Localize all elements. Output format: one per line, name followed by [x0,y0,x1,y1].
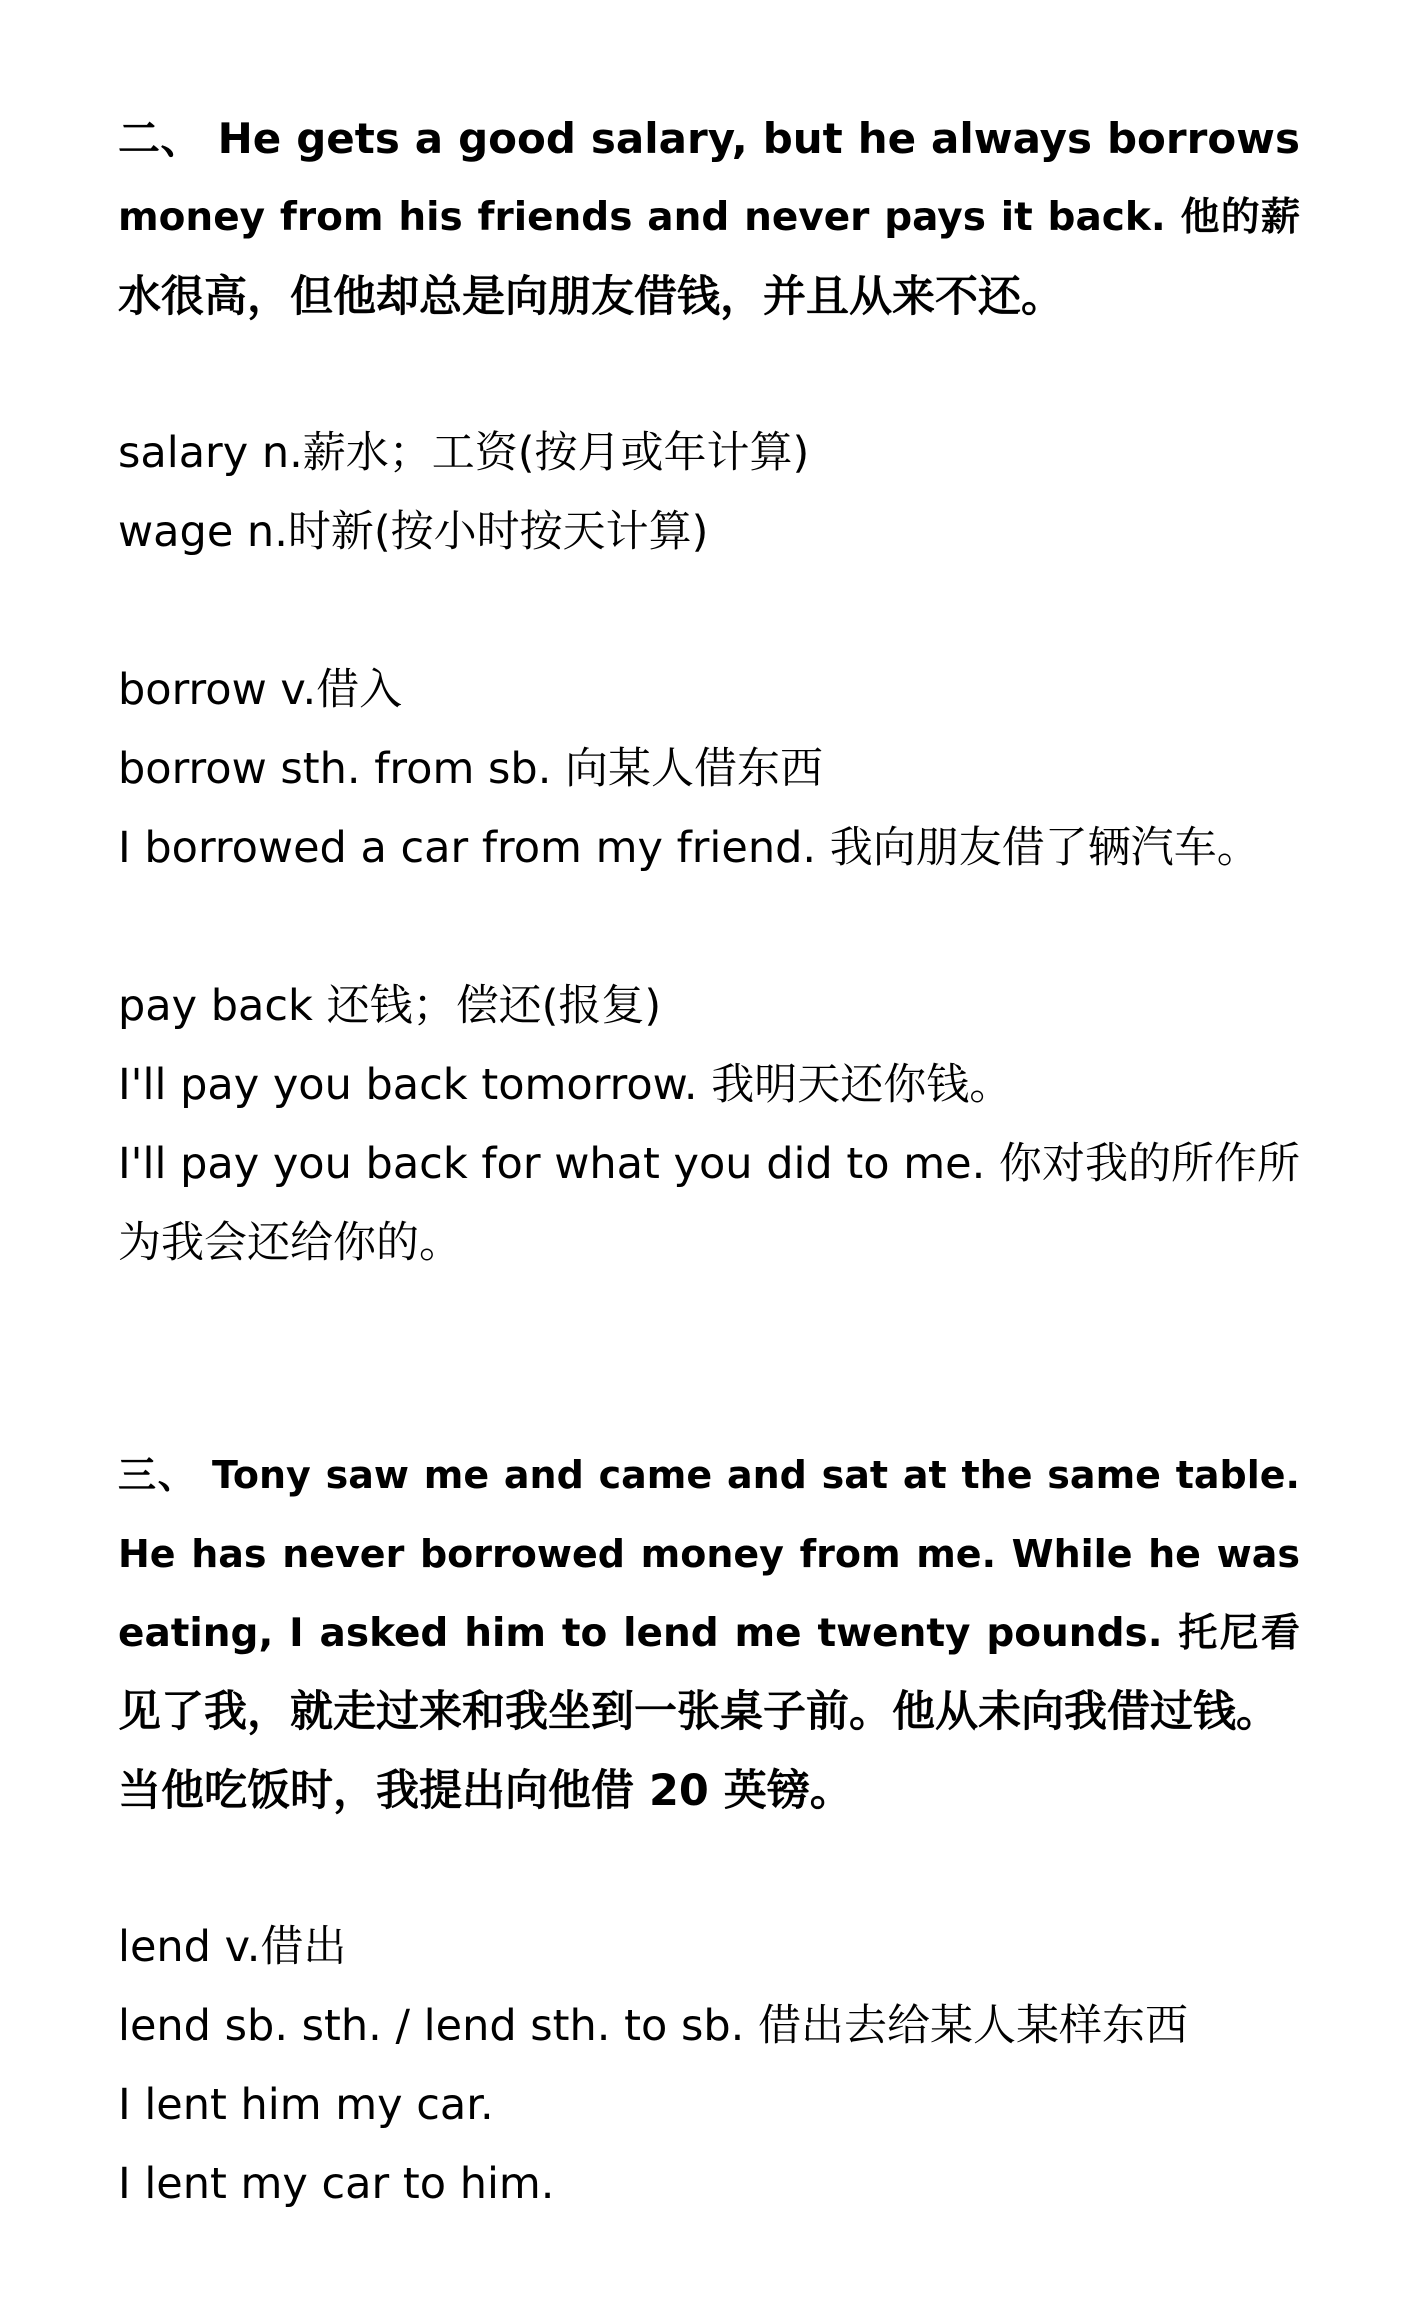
vocab-lend-example-1: I lent him my car. [118,2080,494,2130]
section-3-heading-line-4: 见了我，就走过来和我坐到一张桌子前。他从未向我借过钱。 [118,1687,1279,1737]
section-3-heading-line-5: 当他吃饭时，我提出向他借 20 英镑。 [118,1766,853,1816]
vocab-borrow: borrow v.借入 [118,665,403,715]
vocab-payback-example-1: I'll pay you back tomorrow. 我明天还你钱。 [118,1060,1013,1110]
vocab-wage: wage n.时新(按小时按天计算) [118,507,709,557]
vocab-payback: pay back 还钱；偿还(报复) [118,981,662,1031]
section-3-heading-line-3: eating, I asked him to lend me twenty pounds. 托尼看 [118,1611,1300,1656]
section-2-heading-line-3: 水很高，但他却总是向朋友借钱，并且从来不还。 [118,272,1064,322]
section-2-heading-line-1: 二、 He gets a good salary, but he always borrows [118,114,1300,163]
vocab-payback-example-2-line-2: 为我会还给你的。 [118,1218,462,1268]
vocab-lend-phrase: lend sb. sth. / lend sth. to sb. 借出去给某人某样东西 [118,2001,1189,2051]
section-3-heading-line-1: 三、 Tony saw me and came and sat at the same table. [118,1453,1300,1497]
vocab-borrow-example: I borrowed a car from my friend. 我向朋友借了辆汽车。 [118,823,1260,873]
vocab-payback-example-2-line-1: I'll pay you back for what you did to me. 你对我的所作所 [118,1139,1300,1189]
section-3-heading-line-2: He has never borrowed money from me. While he was [118,1532,1300,1576]
vocab-lend-example-2: I lent my car to him. [118,2159,555,2209]
vocab-salary: salary n.薪水；工资(按月或年计算) [118,428,810,478]
section-2-heading-line-2: money from his friends and never pays it back. 他的薪 [118,195,1300,240]
vocab-lend: lend v.借出 [118,1922,347,1972]
vocab-borrow-phrase: borrow sth. from sb. 向某人借东西 [118,744,824,794]
